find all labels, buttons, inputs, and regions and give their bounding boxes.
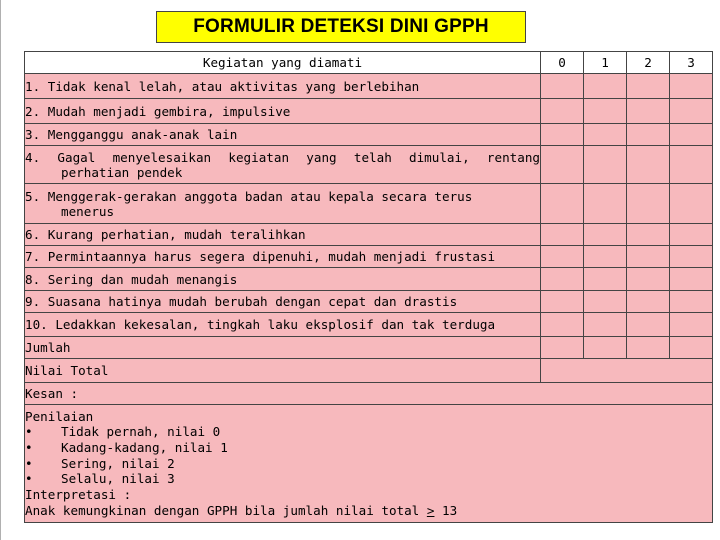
scoring-notes — [25, 405, 713, 523]
item-row-3 — [25, 124, 713, 146]
item-label-4-line1: 4. Gagal menyelesaikan kegiatan yang telah dimulai, rentang — [25, 149, 540, 165]
item-label-6: 6. Kurang perhatian, mudah teralihkan — [25, 224, 541, 246]
score-cell[interactable] — [584, 246, 627, 268]
conclusion-line — [25, 503, 712, 519]
score-cell[interactable] — [541, 246, 584, 268]
item-row-1 — [25, 74, 713, 99]
score-cell[interactable] — [584, 184, 627, 224]
bullet-icon: • — [25, 424, 33, 440]
score-cell[interactable] — [584, 291, 627, 313]
nilai-total-label: Nilai Total — [25, 359, 541, 383]
item-label-3: 3. Mengganggu anak-anak lain — [25, 124, 541, 146]
score-cell[interactable] — [541, 124, 584, 146]
score-cell[interactable] — [541, 146, 584, 184]
item-label-5-line2: menerus — [61, 203, 115, 219]
jumlah-cell[interactable] — [541, 337, 584, 359]
score-cell[interactable] — [627, 291, 670, 313]
score-cell[interactable] — [584, 146, 627, 184]
score-note-2 — [25, 456, 712, 472]
score-cell[interactable] — [627, 246, 670, 268]
score-cell[interactable] — [584, 224, 627, 246]
jumlah-label: Jumlah — [25, 337, 541, 359]
score-cell[interactable] — [670, 313, 713, 337]
jumlah-cell[interactable] — [670, 337, 713, 359]
greater-equal-symbol: > — [426, 502, 435, 518]
score-note-1-text: Kadang-kadang, nilai 1 — [61, 439, 228, 455]
score-header-1: 1 — [584, 52, 627, 74]
score-cell[interactable] — [541, 291, 584, 313]
item-label-5 — [25, 184, 541, 224]
bullet-icon: • — [25, 455, 33, 471]
interpretasi-heading: Interpretasi : — [25, 487, 132, 503]
score-cell[interactable] — [584, 74, 627, 99]
score-cell[interactable] — [541, 268, 584, 291]
kesan-row — [25, 383, 713, 405]
score-cell[interactable] — [541, 313, 584, 337]
score-cell[interactable] — [627, 74, 670, 99]
score-cell[interactable] — [627, 184, 670, 224]
item-label-5-line1: 5. Menggerak-gerakan anggota badan atau kepala secara terus — [25, 188, 473, 204]
activity-header: Kegiatan yang diamati — [25, 52, 541, 74]
score-cell[interactable] — [584, 313, 627, 337]
item-label-1: 1. Tidak kenal lelah, atau aktivitas yang berlebihan — [25, 74, 541, 99]
score-note-0-text: Tidak pernah, nilai 0 — [61, 424, 221, 440]
item-row-10 — [25, 313, 713, 337]
item-row-2 — [25, 99, 713, 124]
score-cell[interactable] — [670, 224, 713, 246]
nilai-total-cell[interactable] — [541, 359, 713, 383]
score-cell[interactable] — [627, 224, 670, 246]
jumlah-cell[interactable] — [627, 337, 670, 359]
score-note-1 — [25, 440, 712, 456]
score-cell[interactable] — [627, 146, 670, 184]
score-cell[interactable] — [541, 74, 584, 99]
conclusion-text: Anak kemungkinan dengan GPPH bila jumlah nilai total — [25, 502, 427, 518]
score-cell[interactable] — [541, 99, 584, 124]
item-label-4-line2: perhatian pendek — [61, 164, 183, 180]
item-row-8 — [25, 268, 713, 291]
score-note-0 — [25, 424, 712, 440]
item-row-6 — [25, 224, 713, 246]
footer-row — [25, 405, 713, 523]
item-row-4 — [25, 146, 713, 184]
detection-form-table — [24, 51, 713, 523]
score-cell[interactable] — [670, 74, 713, 99]
item-label-4 — [25, 146, 541, 184]
score-cell[interactable] — [584, 124, 627, 146]
item-row-7 — [25, 246, 713, 268]
score-cell[interactable] — [541, 184, 584, 224]
bullet-icon: • — [25, 439, 33, 455]
score-cell[interactable] — [670, 146, 713, 184]
item-label-10: 10. Ledakkan kekesalan, tingkah laku eksplosif dan tak terduga — [25, 313, 541, 337]
score-cell[interactable] — [584, 99, 627, 124]
nilai-total-row — [25, 359, 713, 383]
item-row-9 — [25, 291, 713, 313]
score-cell[interactable] — [670, 99, 713, 124]
score-header-2: 2 — [627, 52, 670, 74]
score-cell[interactable] — [670, 124, 713, 146]
score-note-2-text: Sering, nilai 2 — [61, 455, 175, 471]
jumlah-cell[interactable] — [584, 337, 627, 359]
score-cell[interactable] — [627, 99, 670, 124]
item-label-7: 7. Permintaannya harus segera dipenuhi, mudah menjadi frustasi — [25, 246, 541, 268]
score-cell[interactable] — [584, 268, 627, 291]
score-cell[interactable] — [627, 268, 670, 291]
conclusion-value: 13 — [442, 502, 458, 518]
item-label-8: 8. Sering dan mudah menangis — [25, 268, 541, 291]
score-cell[interactable] — [670, 291, 713, 313]
score-note-3-text: Selalu, nilai 3 — [61, 471, 175, 487]
score-header-3: 3 — [670, 52, 713, 74]
header-row — [25, 52, 713, 74]
score-header-0: 0 — [541, 52, 584, 74]
score-cell[interactable] — [627, 313, 670, 337]
score-cell[interactable] — [670, 268, 713, 291]
form-title-box — [156, 11, 526, 43]
kesan-label: Kesan : — [25, 383, 713, 405]
score-cell[interactable] — [670, 184, 713, 224]
item-label-2: 2. Mudah menjadi gembira, impulsive — [25, 99, 541, 124]
jumlah-row — [25, 337, 713, 359]
bullet-icon: • — [25, 471, 33, 487]
item-row-5 — [25, 184, 713, 224]
penilaian-heading: Penilaian — [25, 408, 94, 424]
item-label-9: 9. Suasana hatinya mudah berubah dengan cepat dan drastis — [25, 291, 541, 313]
score-cell[interactable] — [541, 224, 584, 246]
score-note-3 — [25, 471, 712, 487]
form-title: FORMULIR DETEKSI DINI GPPH — [193, 16, 489, 37]
score-cell[interactable] — [670, 246, 713, 268]
score-cell[interactable] — [627, 124, 670, 146]
